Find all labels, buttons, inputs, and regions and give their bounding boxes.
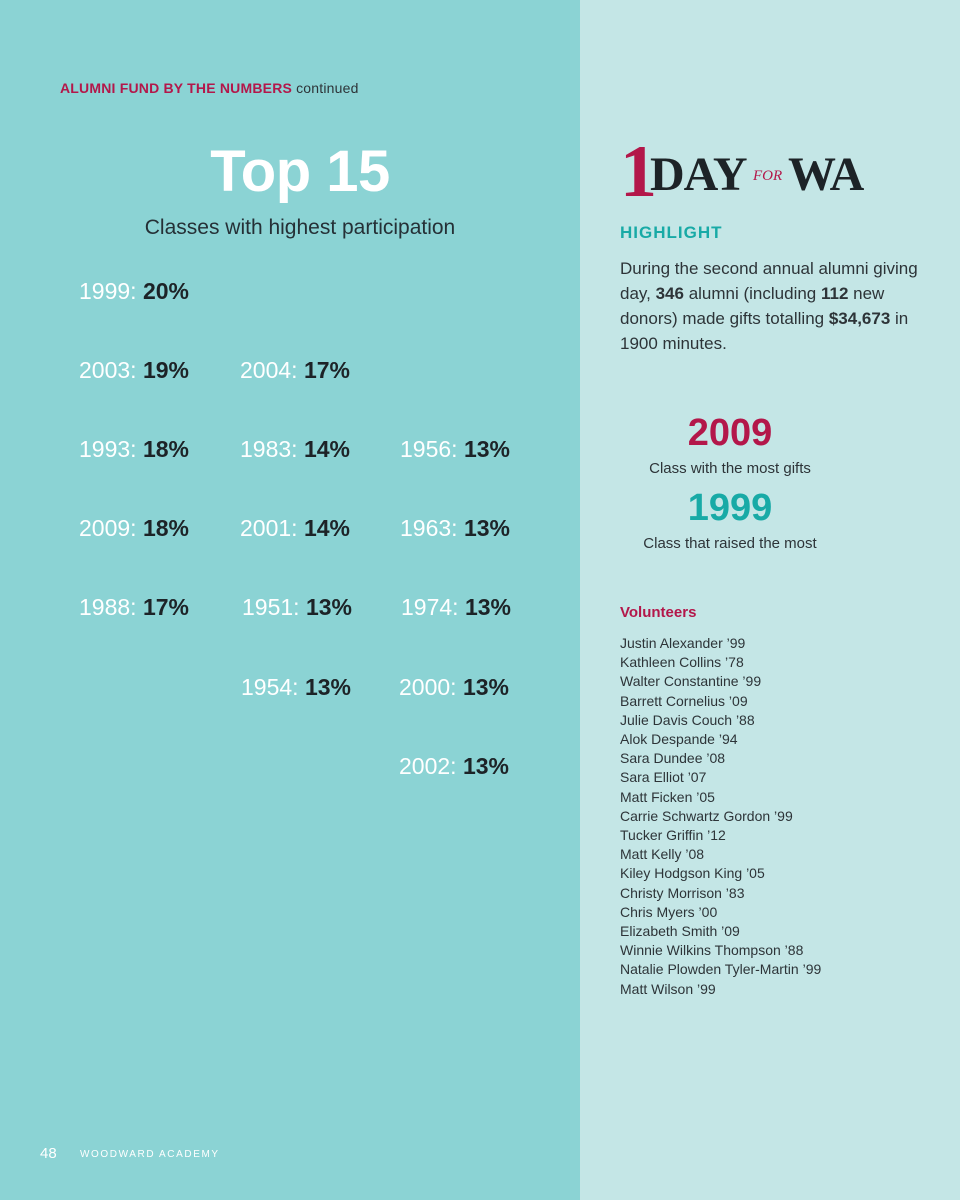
class-percent: 18% <box>142 515 189 541</box>
volunteer-name: Kathleen Collins ’78 <box>620 654 744 671</box>
class-stat: 1956: 13% <box>400 436 510 462</box>
volunteer-name: Matt Kelly ’08 <box>620 846 705 863</box>
raised-most-caption: Class that raised the most <box>643 535 817 552</box>
volunteer-name: Tucker Griffin ’12 <box>620 827 726 844</box>
class-year: 2000 <box>399 674 451 700</box>
class-stat: 2004: 17% <box>240 357 350 383</box>
class-percent: 13% <box>464 594 511 620</box>
volunteer-name: Walter Constantine ’99 <box>620 673 762 690</box>
volunteer-name: Natalie Plowden Tyler-Martin ’99 <box>620 961 822 978</box>
logo-wa: WA <box>788 148 864 201</box>
class-year: 2004 <box>240 357 292 383</box>
volunteer-name: Matt Ficken ’05 <box>620 788 715 805</box>
class-percent: 13% <box>463 515 510 541</box>
class-year: 1954 <box>241 674 293 700</box>
class-year: 1951 <box>242 594 294 620</box>
volunteer-name: Julie Davis Couch ’88 <box>620 711 755 728</box>
volunteer-name: Christy Morrison ’83 <box>620 884 745 901</box>
class-year: 1956 <box>400 436 452 462</box>
class-stat: 1963: 13% <box>400 515 510 541</box>
class-year: 2003 <box>79 357 131 383</box>
highlight-title: HIGHLIGHT <box>620 223 723 242</box>
alumni-count: 346 <box>655 284 684 303</box>
section-header <box>60 80 359 96</box>
class-stat: 1999: 20% <box>79 278 189 304</box>
highlight-text: During the second annual alumni giving day, 346 alumni (including 112 new donors) made gifts totalling $34,673 in 1900 minutes. <box>620 259 918 353</box>
volunteer-name: Matt Wilson ’99 <box>620 980 716 997</box>
class-percent: 18% <box>142 436 189 462</box>
class-year: 1983 <box>240 436 292 462</box>
publication-name: WOODWARD ACADEMY <box>80 1149 220 1160</box>
class-stat: 2009: 18% <box>79 515 189 541</box>
class-percent: 13% <box>462 753 509 779</box>
class-stat: 1951: 13% <box>242 594 352 620</box>
class-percent: 13% <box>463 436 510 462</box>
class-year: 2002 <box>399 753 451 779</box>
class-percent: 17% <box>303 357 350 383</box>
class-year: 1974 <box>401 594 453 620</box>
class-percent: 20% <box>142 278 189 304</box>
top15-title: Top 15 <box>210 139 390 204</box>
new-donors-count: 112 <box>820 284 849 303</box>
section-subtitle: continued <box>296 80 359 96</box>
class-percent: 13% <box>462 674 509 700</box>
section-title: ALUMNI FUND BY THE NUMBERS <box>60 80 293 96</box>
class-year: 1963 <box>400 515 452 541</box>
page-number: 48 <box>40 1145 57 1162</box>
class-stat: 2001: 14% <box>240 515 350 541</box>
class-year: 1999 <box>79 278 131 304</box>
logo-for: FOR <box>753 168 783 184</box>
class-percent: 13% <box>304 674 351 700</box>
volunteer-name: Chris Myers ’00 <box>620 903 718 920</box>
class-year: 2001 <box>240 515 292 541</box>
volunteer-name: Carrie Schwartz Gordon ’99 <box>620 807 793 824</box>
class-percent: 13% <box>305 594 352 620</box>
volunteer-name: Alok Despande ’94 <box>620 731 738 748</box>
1dayforwa-logo <box>620 138 872 204</box>
class-stat: 1993: 18% <box>79 436 189 462</box>
volunteer-name: Sara Dundee ’08 <box>620 750 726 767</box>
volunteer-name: Justin Alexander ’99 <box>620 635 746 651</box>
volunteer-name: Elizabeth Smith ’09 <box>620 923 740 940</box>
volunteers-title: Volunteers <box>620 604 697 621</box>
class-percent: 14% <box>303 436 350 462</box>
volunteer-name: Winnie Wilkins Thompson ’88 <box>620 942 804 959</box>
logo-day: DAY <box>650 148 747 201</box>
most-gifts-caption: Class with the most gifts <box>649 460 811 477</box>
class-year: 1988 <box>79 594 131 620</box>
class-stat: 2003: 19% <box>79 357 189 383</box>
raised-most-year: 1999 <box>687 487 773 529</box>
class-stat: 1983: 14% <box>240 436 350 462</box>
class-percent: 14% <box>303 515 350 541</box>
volunteer-name: Sara Elliot ’07 <box>620 769 707 786</box>
class-stat: 2002: 13% <box>399 753 509 779</box>
class-year: 2009 <box>79 515 131 541</box>
class-year: 1993 <box>79 436 131 462</box>
volunteers-list <box>620 634 821 999</box>
class-stat: 2000: 13% <box>399 674 509 700</box>
class-percent: 17% <box>142 594 189 620</box>
top15-subtitle: Classes with highest participation <box>144 216 456 239</box>
total-amount: $34,673 <box>828 309 891 328</box>
most-gifts-year: 2009 <box>687 412 773 454</box>
volunteer-name: Barrett Cornelius ’09 <box>620 692 748 709</box>
class-stat: 1954: 13% <box>241 674 351 700</box>
class-stat: 1988: 17% <box>79 594 189 620</box>
class-stat: 1974: 13% <box>401 594 511 620</box>
class-percent: 19% <box>142 357 189 383</box>
volunteer-name: Kiley Hodgson King ’05 <box>620 865 765 882</box>
logo-one: 1 <box>620 138 657 204</box>
